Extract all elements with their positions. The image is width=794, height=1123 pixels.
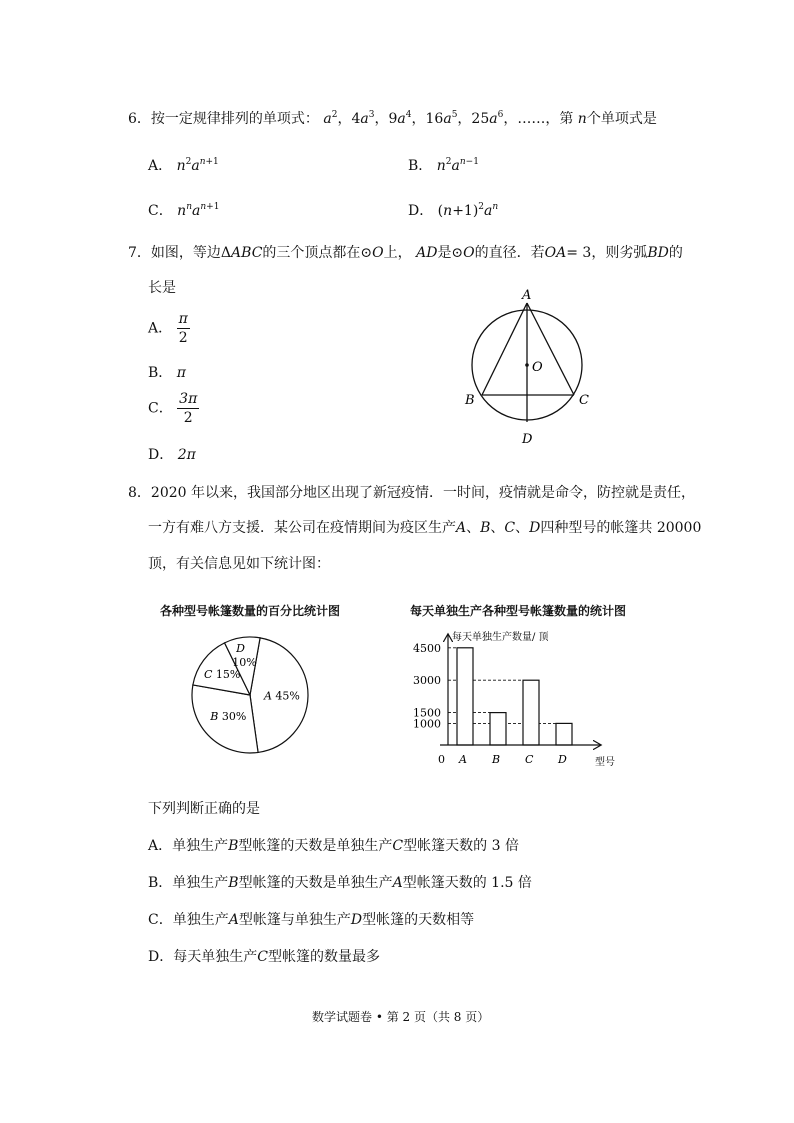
bar-b — [490, 713, 506, 745]
q6-option-b[interactable]: B． $n^2a^{n-1}$ — [408, 157, 479, 174]
center-point — [525, 363, 529, 367]
q8-stem-line1: 8．2020 年以来，我国部分地区出现了新冠疫情．一时间，疫情就是命令，防控就是责任， — [128, 485, 695, 501]
pie-chart — [185, 630, 315, 760]
y-tick-1500: 1500 — [413, 706, 441, 720]
bar-chart — [410, 625, 630, 775]
q8-stem-line3: 顶，有关信息见如下统计图： — [148, 556, 330, 572]
q7-option-b[interactable]: B． π — [148, 365, 186, 381]
y-tick-4500: 4500 — [413, 641, 441, 655]
y-axis-label: 每天单独生产数量/ 顶 — [452, 632, 549, 643]
q8-option-d[interactable]: D．每天单独生产C型帐篷的数量最多 — [148, 949, 380, 965]
q6-stem: 6．按一定规律排列的单项式： $a^2$，$4a^3$，$9a^4$，$16a^5$，$25a^6$，……，第 n个单项式是 — [128, 110, 657, 127]
x-tick-a: A — [459, 753, 467, 766]
pie-label-d-letter: D — [236, 641, 245, 655]
q7-option-a[interactable]: A． $\frac{\pi}{2}$ — [148, 311, 188, 346]
q7-stem-line2: 长是 — [148, 280, 176, 296]
pie-label-b: B 30% — [210, 709, 247, 723]
q8-option-c[interactable]: C．单独生产A型帐篷与单独生产D型帐篷的天数相等 — [148, 912, 475, 928]
q7-option-d[interactable]: D． 2π — [148, 447, 196, 463]
pie-label-d: 10% — [232, 655, 257, 669]
x-tick-c: C — [525, 753, 534, 766]
q8-option-a[interactable]: A．单独生产B型帐篷的天数是单独生产C型帐篷天数的 3 倍 — [148, 838, 519, 854]
bar-chart-title: 每天单独生产各种型号帐篷数量的统计图 — [410, 604, 627, 618]
q6-option-c[interactable]: C． $n^na^{n+1}$ — [148, 202, 220, 219]
q7-circle-figure — [455, 285, 605, 455]
side-ac — [527, 303, 574, 395]
pie-label-a: A 45% — [263, 689, 300, 703]
bar-layer — [413, 642, 572, 766]
pie-label-c: C 15% — [204, 668, 241, 682]
q8-question: 下列判断正确的是 — [148, 801, 260, 817]
q6-option-d[interactable]: D． $(n+1)^2a^n$ — [408, 202, 499, 219]
q7-stem: 7．如图，等边ΔABC的三个顶点都在⊙O上， AD是⊙O的直径．若OA= 3，则劣弧BD的 — [128, 245, 683, 261]
page-footer: 数学试题卷 • 第 2 页（共 8 页） — [312, 1010, 490, 1024]
origin-label: 0 — [438, 753, 445, 766]
bar-c — [523, 680, 539, 745]
q8-option-b[interactable]: B．单独生产B型帐篷的天数是单独生产A型帐篷天数的 1.5 倍 — [148, 875, 532, 891]
x-axis-label: 型号 — [595, 757, 615, 768]
label-b: B — [465, 393, 475, 408]
x-tick-b: B — [492, 753, 501, 766]
bar-a — [457, 648, 473, 745]
label-a: A — [522, 288, 532, 303]
y-tick-1000: 1000 — [413, 717, 441, 731]
q7-option-c[interactable]: C． $\frac{3\pi}{2}$ — [148, 391, 198, 426]
y-tick-3000: 3000 — [413, 674, 441, 688]
pie-chart-title: 各种型号帐篷数量的百分比统计图 — [160, 604, 341, 618]
x-tick-d: D — [558, 753, 567, 766]
label-d: D — [522, 432, 533, 447]
q8-stem-line2: 一方有难八方支援．某公司在疫情期间为疫区生产A、B、C、D四种型号的帐篷共 20000 — [148, 520, 702, 536]
label-o: O — [532, 360, 543, 375]
q6-option-a[interactable]: A． $n^2a^{n+1}$ — [148, 157, 219, 174]
label-c: C — [579, 393, 589, 408]
side-ab — [482, 303, 527, 395]
bar-d — [556, 723, 572, 745]
